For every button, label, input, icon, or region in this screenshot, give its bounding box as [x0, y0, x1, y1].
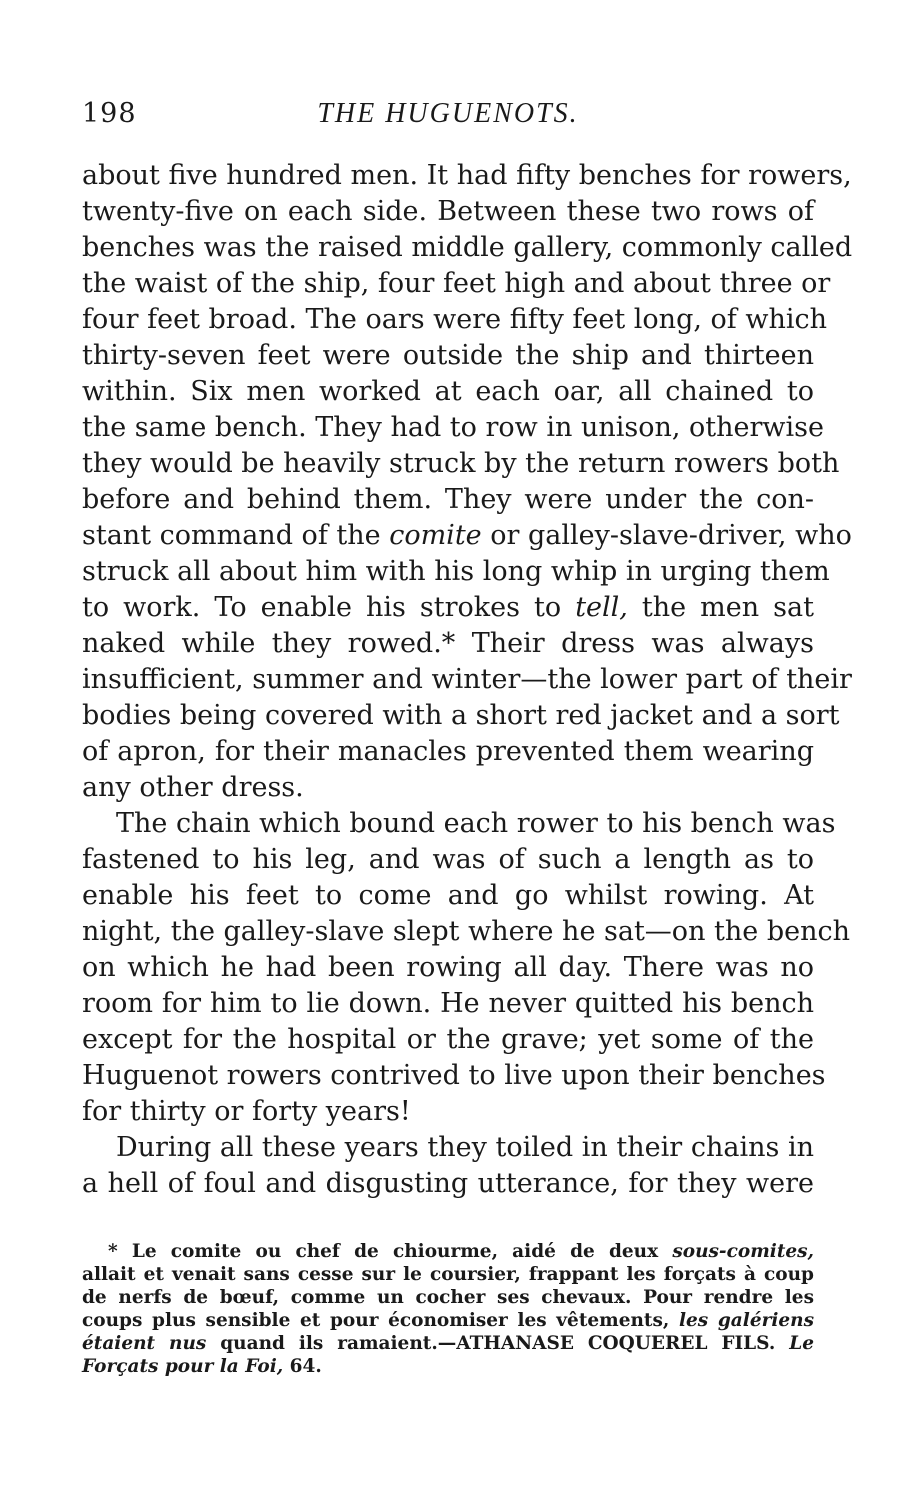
text-line	[82, 230, 853, 266]
italic-text: étaient nus	[82, 1333, 207, 1354]
italic-text: comite	[389, 520, 482, 551]
main-text	[82, 158, 853, 1202]
text-line	[82, 1094, 814, 1130]
text-line	[82, 194, 814, 230]
text-line	[82, 698, 840, 734]
text-line	[82, 770, 814, 806]
text-line	[82, 1166, 814, 1202]
text-line	[82, 590, 814, 626]
text-segment: for thirty or forty years!	[82, 1096, 411, 1127]
text-segment: on which he had been rowing all day. There was no	[82, 952, 814, 983]
text-line	[82, 1058, 826, 1094]
text-segment: the men sat	[627, 592, 814, 623]
text-segment: Huguenot rowers contrived to live upon their benches	[82, 1060, 826, 1091]
text-segment: about five hundred men. It had fifty benches for rowers,	[82, 160, 852, 191]
text-segment: de nerfs de bœuf, comme un cocher ses chevaux. Pour rendre les	[82, 1287, 814, 1308]
footnote	[82, 1240, 814, 1378]
text-segment: The chain which bound each rower to his bench was	[116, 808, 836, 839]
text-segment: before and behind them. They were under the con-	[82, 484, 814, 515]
text-line	[82, 950, 814, 986]
text-line	[82, 338, 814, 374]
text-segment: any other dress.	[82, 772, 304, 803]
text-segment: During all these years they toiled in their chains in	[116, 1132, 814, 1163]
text-line	[82, 878, 814, 914]
text-segment: coups plus sensible et pour économiser les vêtements,	[82, 1310, 679, 1331]
text-segment: four feet broad. The oars were fifty feet long, of which	[82, 304, 827, 335]
footnote-line	[82, 1286, 814, 1309]
text-segment: to work. To enable his strokes to	[82, 592, 576, 623]
italic-text: Forçats pour la Foi,	[82, 1356, 284, 1377]
text-line	[82, 482, 814, 518]
text-line	[82, 1022, 814, 1058]
footnote-line	[82, 1309, 814, 1332]
text-line	[82, 554, 830, 590]
text-line	[82, 986, 814, 1022]
text-line	[82, 518, 852, 554]
text-line	[82, 914, 850, 950]
italic-text: tell,	[575, 592, 628, 623]
text-segment: struck all about him with his long whip in urging them	[82, 556, 830, 587]
page-number: 198	[82, 98, 137, 129]
text-line	[82, 842, 814, 878]
running-title: THE HUGUENOTS.	[317, 98, 579, 129]
text-line	[82, 1130, 814, 1166]
text-segment: of apron, for their manacles prevented them wearing	[82, 736, 814, 767]
text-segment: fastened to his leg, and was of such a length as to	[82, 844, 814, 875]
text-segment: thirty-seven feet were outside the ship and thirteen	[82, 340, 814, 371]
text-line	[82, 806, 836, 842]
text-line	[82, 374, 814, 410]
text-segment: the waist of the ship, four feet high and about three or	[82, 268, 831, 299]
text-line	[82, 626, 814, 662]
footnote-line	[82, 1263, 814, 1286]
text-line	[82, 158, 852, 194]
text-segment: enable his feet to come and go whilst rowing. At	[82, 880, 814, 911]
text-segment: or galley-slave-driver, who	[481, 520, 852, 551]
text-segment: within. Six men worked at each oar, all chained to	[82, 376, 814, 407]
text-segment: benches was the raised middle gallery, commonly called	[82, 232, 853, 263]
text-segment: stant command of the	[82, 520, 390, 551]
text-line	[82, 446, 840, 482]
footnote-line	[82, 1240, 814, 1263]
text-line	[82, 410, 824, 446]
text-segment: 64.	[283, 1356, 322, 1377]
text-line	[82, 734, 814, 770]
text-segment: twenty-five on each side. Between these two rows of	[82, 196, 814, 227]
italic-text: les galériens	[679, 1310, 814, 1331]
footnote-line	[82, 1332, 814, 1355]
text-segment: allait et venait sans cesse sur le coursier, frappant les forçats à coup	[82, 1264, 814, 1285]
text-segment: bodies being covered with a short red jacket and a sort	[82, 700, 840, 731]
text-segment: insufficient, summer and winter—the lower part of their	[82, 664, 852, 695]
text-segment: quand ils ramaient.—ATHANASE COQUEREL FILS.	[206, 1333, 790, 1354]
text-segment: a hell of foul and disgusting utterance, for they were	[82, 1168, 814, 1199]
text-segment: room for him to lie down. He never quitted his bench	[82, 988, 814, 1019]
text-segment: * Le comite ou chef de chiourme, aidé de deux	[108, 1241, 673, 1262]
text-line	[82, 662, 852, 698]
page-header	[82, 98, 814, 138]
footnote-line	[82, 1355, 814, 1378]
text-segment: except for the hospital or the grave; yet some of the	[82, 1024, 814, 1055]
text-segment: they would be heavily struck by the return rowers both	[82, 448, 840, 479]
text-segment: night, the galley-slave slept where he sat—on the bench	[82, 916, 850, 947]
text-segment: naked while they rowed.* Their dress was always	[82, 628, 814, 659]
italic-text: sous-comites,	[672, 1241, 814, 1262]
text-line	[82, 266, 831, 302]
italic-text: Le	[789, 1333, 814, 1354]
text-segment: the same bench. They had to row in unison, otherwise	[82, 412, 824, 443]
text-line	[82, 302, 827, 338]
